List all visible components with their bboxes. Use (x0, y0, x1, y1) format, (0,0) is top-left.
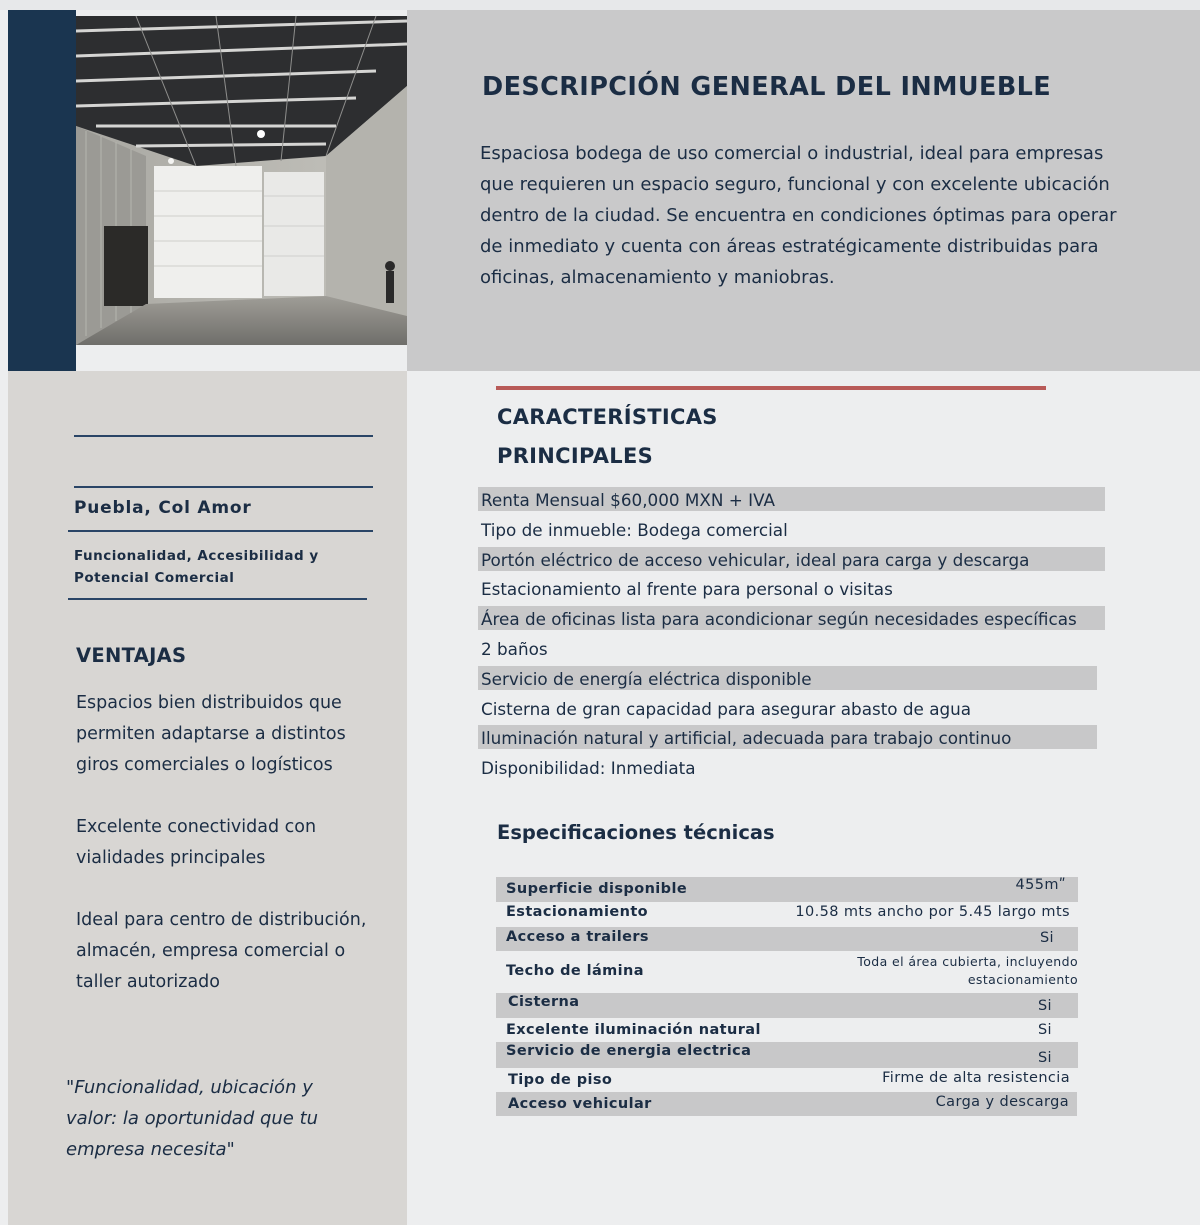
spec-label: Tipo de piso (508, 1072, 613, 1088)
spec-value: 10.58 mts ancho por 5.45 largo mts (795, 904, 1070, 920)
divider (74, 486, 373, 488)
spec-label: Acceso a trailers (506, 929, 649, 945)
divider (68, 530, 373, 532)
spec-value: Toda el área cubierta, incluyendo estacionamiento (857, 954, 1078, 987)
spec-value: Si (1037, 998, 1052, 1014)
location-label: Puebla, Col Amor (74, 498, 252, 518)
spec-label: Excelente iluminación natural (506, 1022, 761, 1038)
spec-value: Si (1039, 930, 1054, 946)
features-heading-line-1: CARACTERÍSTICAS (497, 405, 718, 429)
spec-value: Carga y descarga (935, 1094, 1069, 1110)
feature-item: Área de oficinas lista para acondicionar según necesidades específicas (478, 605, 1118, 635)
advantage-item: Ideal para centro de distribución, almacén, empresa comercial o taller autorizado (76, 910, 367, 992)
spec-row (496, 1068, 1078, 1092)
advantages-heading: VENTAJAS (76, 644, 187, 667)
spec-label: Estacionamiento (506, 904, 649, 920)
spec-value: Firme de alta resistencia (882, 1070, 1070, 1086)
spec-row (496, 1092, 1077, 1116)
feature-item: Portón eléctrico de acceso vehicular, ideal para carga y descarga (478, 546, 1118, 576)
spec-row (496, 902, 1078, 927)
page-title: DESCRIPCIÓN GENERAL DEL INMUEBLE (482, 72, 1052, 102)
spec-label: Techo de lámina (506, 963, 644, 979)
property-description: Espaciosa bodega de uso comercial o industrial, ideal para empresas que requieren un espacio seguro, funcional y con excelente ubicación dentro de la ciudad. Se encuentra en condiciones óptimas para operar de inmediato y cuenta con áreas estratégicamente distribuidas para oficinas, almacenamiento y maniobras. (480, 143, 1117, 288)
feature-item: Tipo de inmueble: Bodega comercial (481, 519, 788, 540)
spec-value: Si (1037, 1022, 1052, 1038)
spec-label: Servicio de energia electrica (506, 1043, 752, 1059)
spec-row (496, 1018, 1078, 1042)
closing-quote: "Funcionalidad, ubicación y valor: la oportunidad que tu empresa necesita" (66, 1077, 319, 1160)
feature-item: Cisterna de gran capacidad para asegurar abasto de agua (481, 698, 972, 719)
top-strip (0, 0, 1200, 10)
tagline: Funcionalidad, Accesibilidad y Potencial Comercial (74, 548, 319, 586)
feature-item: Disponibilidad: Inmediata (481, 758, 696, 779)
spec-row (496, 877, 1078, 902)
advantage-item: Excelente conectividad con vialidades principales (76, 817, 317, 868)
divider (74, 435, 373, 437)
specs-heading: Especificaciones técnicas (497, 821, 775, 844)
accent-divider (496, 386, 1046, 390)
spec-value: 455mʺ (1015, 877, 1066, 893)
spec-label: Acceso vehicular (508, 1096, 652, 1112)
feature-item: Servicio de energía eléctrica disponible (478, 665, 1118, 695)
feature-item: Estacionamiento al frente para personal o visitas (481, 579, 893, 600)
advantages-list (76, 688, 386, 1029)
features-list (478, 486, 1118, 784)
navy-accent-bar (8, 10, 76, 371)
specs-table (496, 877, 1078, 1116)
spec-label: Cisterna (508, 994, 580, 1010)
spec-label: Superficie disponible (506, 881, 688, 897)
spec-row (496, 951, 1078, 993)
features-heading (497, 398, 718, 476)
warehouse-photo (76, 16, 407, 345)
feature-item: Iluminación natural y artificial, adecuada para trabajo continuo (478, 724, 1118, 754)
spec-row (496, 993, 1078, 1018)
features-heading-line-2: PRINCIPALES (497, 444, 654, 468)
feature-item: Renta Mensual $60,000 MXN + IVA (478, 486, 1118, 516)
spec-row (496, 1042, 1078, 1068)
advantage-item: Espacios bien distribuidos que permiten adaptarse a distintos giros comerciales o logísticos (76, 693, 346, 775)
spec-value: Si (1037, 1050, 1052, 1066)
spec-row (496, 927, 1078, 951)
feature-item: 2 baños (481, 638, 548, 659)
divider (68, 598, 367, 600)
